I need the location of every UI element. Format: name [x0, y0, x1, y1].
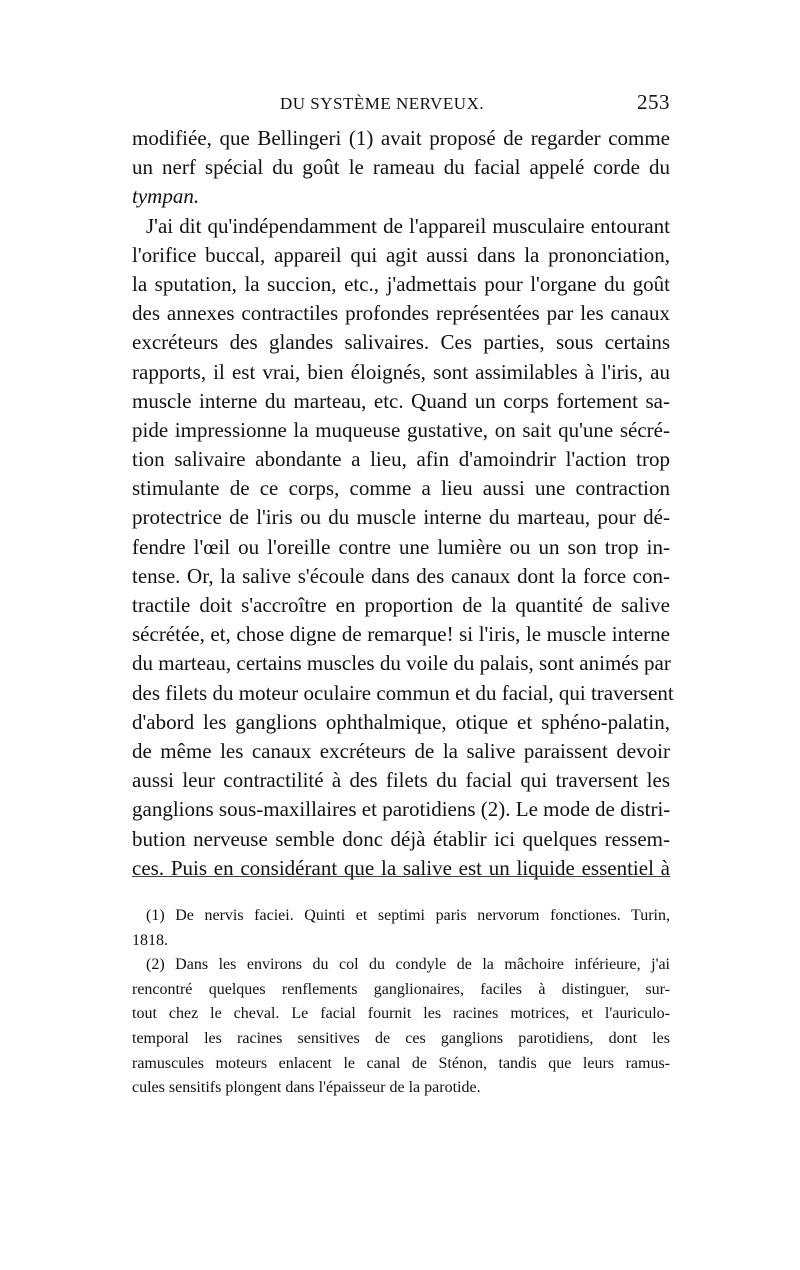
footnote-divider [132, 876, 670, 877]
footnote-line: (1) De nervis faciei. Quinti et septimi paris nervorum fonctiones. Turin, [146, 907, 670, 924]
text-line: tense. Or, la salive s'écoule dans des canaux dont la force con- [132, 563, 670, 588]
text-line: protectrice de l'iris ou du muscle interne du marteau, pour dé- [132, 505, 670, 530]
footnote-line: cules sensitifs plongent dans l'épaisseur de la parotide. [132, 1079, 481, 1097]
text-line: stimulante de ce corps, comme a lieu aussi une contraction [132, 476, 670, 501]
page-number: 253 [637, 90, 670, 114]
running-header [132, 90, 670, 118]
text-line: des filets du moteur oculaire commun et du facial, qui traversent [132, 680, 674, 705]
text-line: ces. Puis en considérant que la salive est un liquide essentiel à [132, 855, 670, 880]
footnote-line: (2) Dans les environs du col du condyle de la mâchoire inférieure, j'ai [146, 956, 670, 974]
text-line: fendre l'œil ou l'oreille contre une lumière ou un son trop in- [132, 534, 670, 559]
footnote-line: tout chez le cheval. Le facial fournit les racines motrices, et l'auriculo- [132, 1005, 670, 1023]
text-line: du marteau, certains muscles du voile du palais, sont animés par [132, 651, 671, 676]
text-line: ganglions sous-maxillaires et parotidiens (2). Le mode de distri- [132, 797, 671, 822]
footnote-line: temporal les racines sensitives de ces ganglions parotidiens, dont les [132, 1029, 670, 1047]
text-line: tympan. [132, 184, 200, 209]
text-line: bution nerveuse semble donc déjà établir ici quelques ressem- [132, 826, 670, 851]
footnote-line: ramuscules moteurs enlacent le canal de Sténon, tandis que leurs ramus- [132, 1054, 670, 1072]
main-text [132, 124, 674, 883]
footnote-line: rencontré quelques renflements ganglionaires, faciles à distinguer, sur- [132, 980, 670, 998]
text-line: muscle interne du marteau, etc. Quand un corps fortement sa- [132, 388, 670, 413]
text-line: sécrétée, et, chose digne de remarque! si l'iris, le muscle interne [132, 622, 670, 647]
text-line: J'ai dit qu'indépendamment de l'appareil musculaire entourant [146, 213, 670, 238]
text-line: tractile doit s'accroître en proportion de la quantité de salive [132, 593, 670, 617]
text-line: d'abord les ganglions ophthalmique, otique et sphéno-palatin, [132, 709, 670, 734]
footnotes [132, 904, 670, 1101]
text-line: modifiée, que Bellingeri (1) avait proposé de regarder comme [132, 126, 670, 150]
text-line: excréteurs des glandes salivaires. Ces parties, sous certains [132, 330, 670, 355]
text-line: des annexes contractiles profondes représentées par les canaux [132, 301, 670, 326]
text-line: aussi leur contractilité à des filets du facial qui traversent les [132, 768, 670, 793]
text-line: rapports, il est vrai, bien éloignés, sont assimilables à l'iris, au [132, 359, 670, 384]
text-line: pide impressionne la muqueuse gustative, on sait qu'une sécré- [132, 417, 670, 442]
text-line: la sputation, la succion, etc., j'admettais pour l'organe du goût [132, 271, 670, 296]
footnote-line: 1818. [132, 931, 168, 949]
text-line: un nerf spécial du goût le rameau du facial appelé corde du [132, 155, 670, 180]
text-line: de même les canaux excréteurs de la salive paraissent devoir [132, 738, 670, 763]
text-line: tion salivaire abondante a lieu, afin d'amoindrir l'action trop [132, 447, 670, 472]
text-line: l'orifice buccal, appareil qui agit aussi dans la prononciation, [132, 242, 670, 267]
running-title: DU SYSTÈME NERVEUX. [280, 94, 485, 113]
